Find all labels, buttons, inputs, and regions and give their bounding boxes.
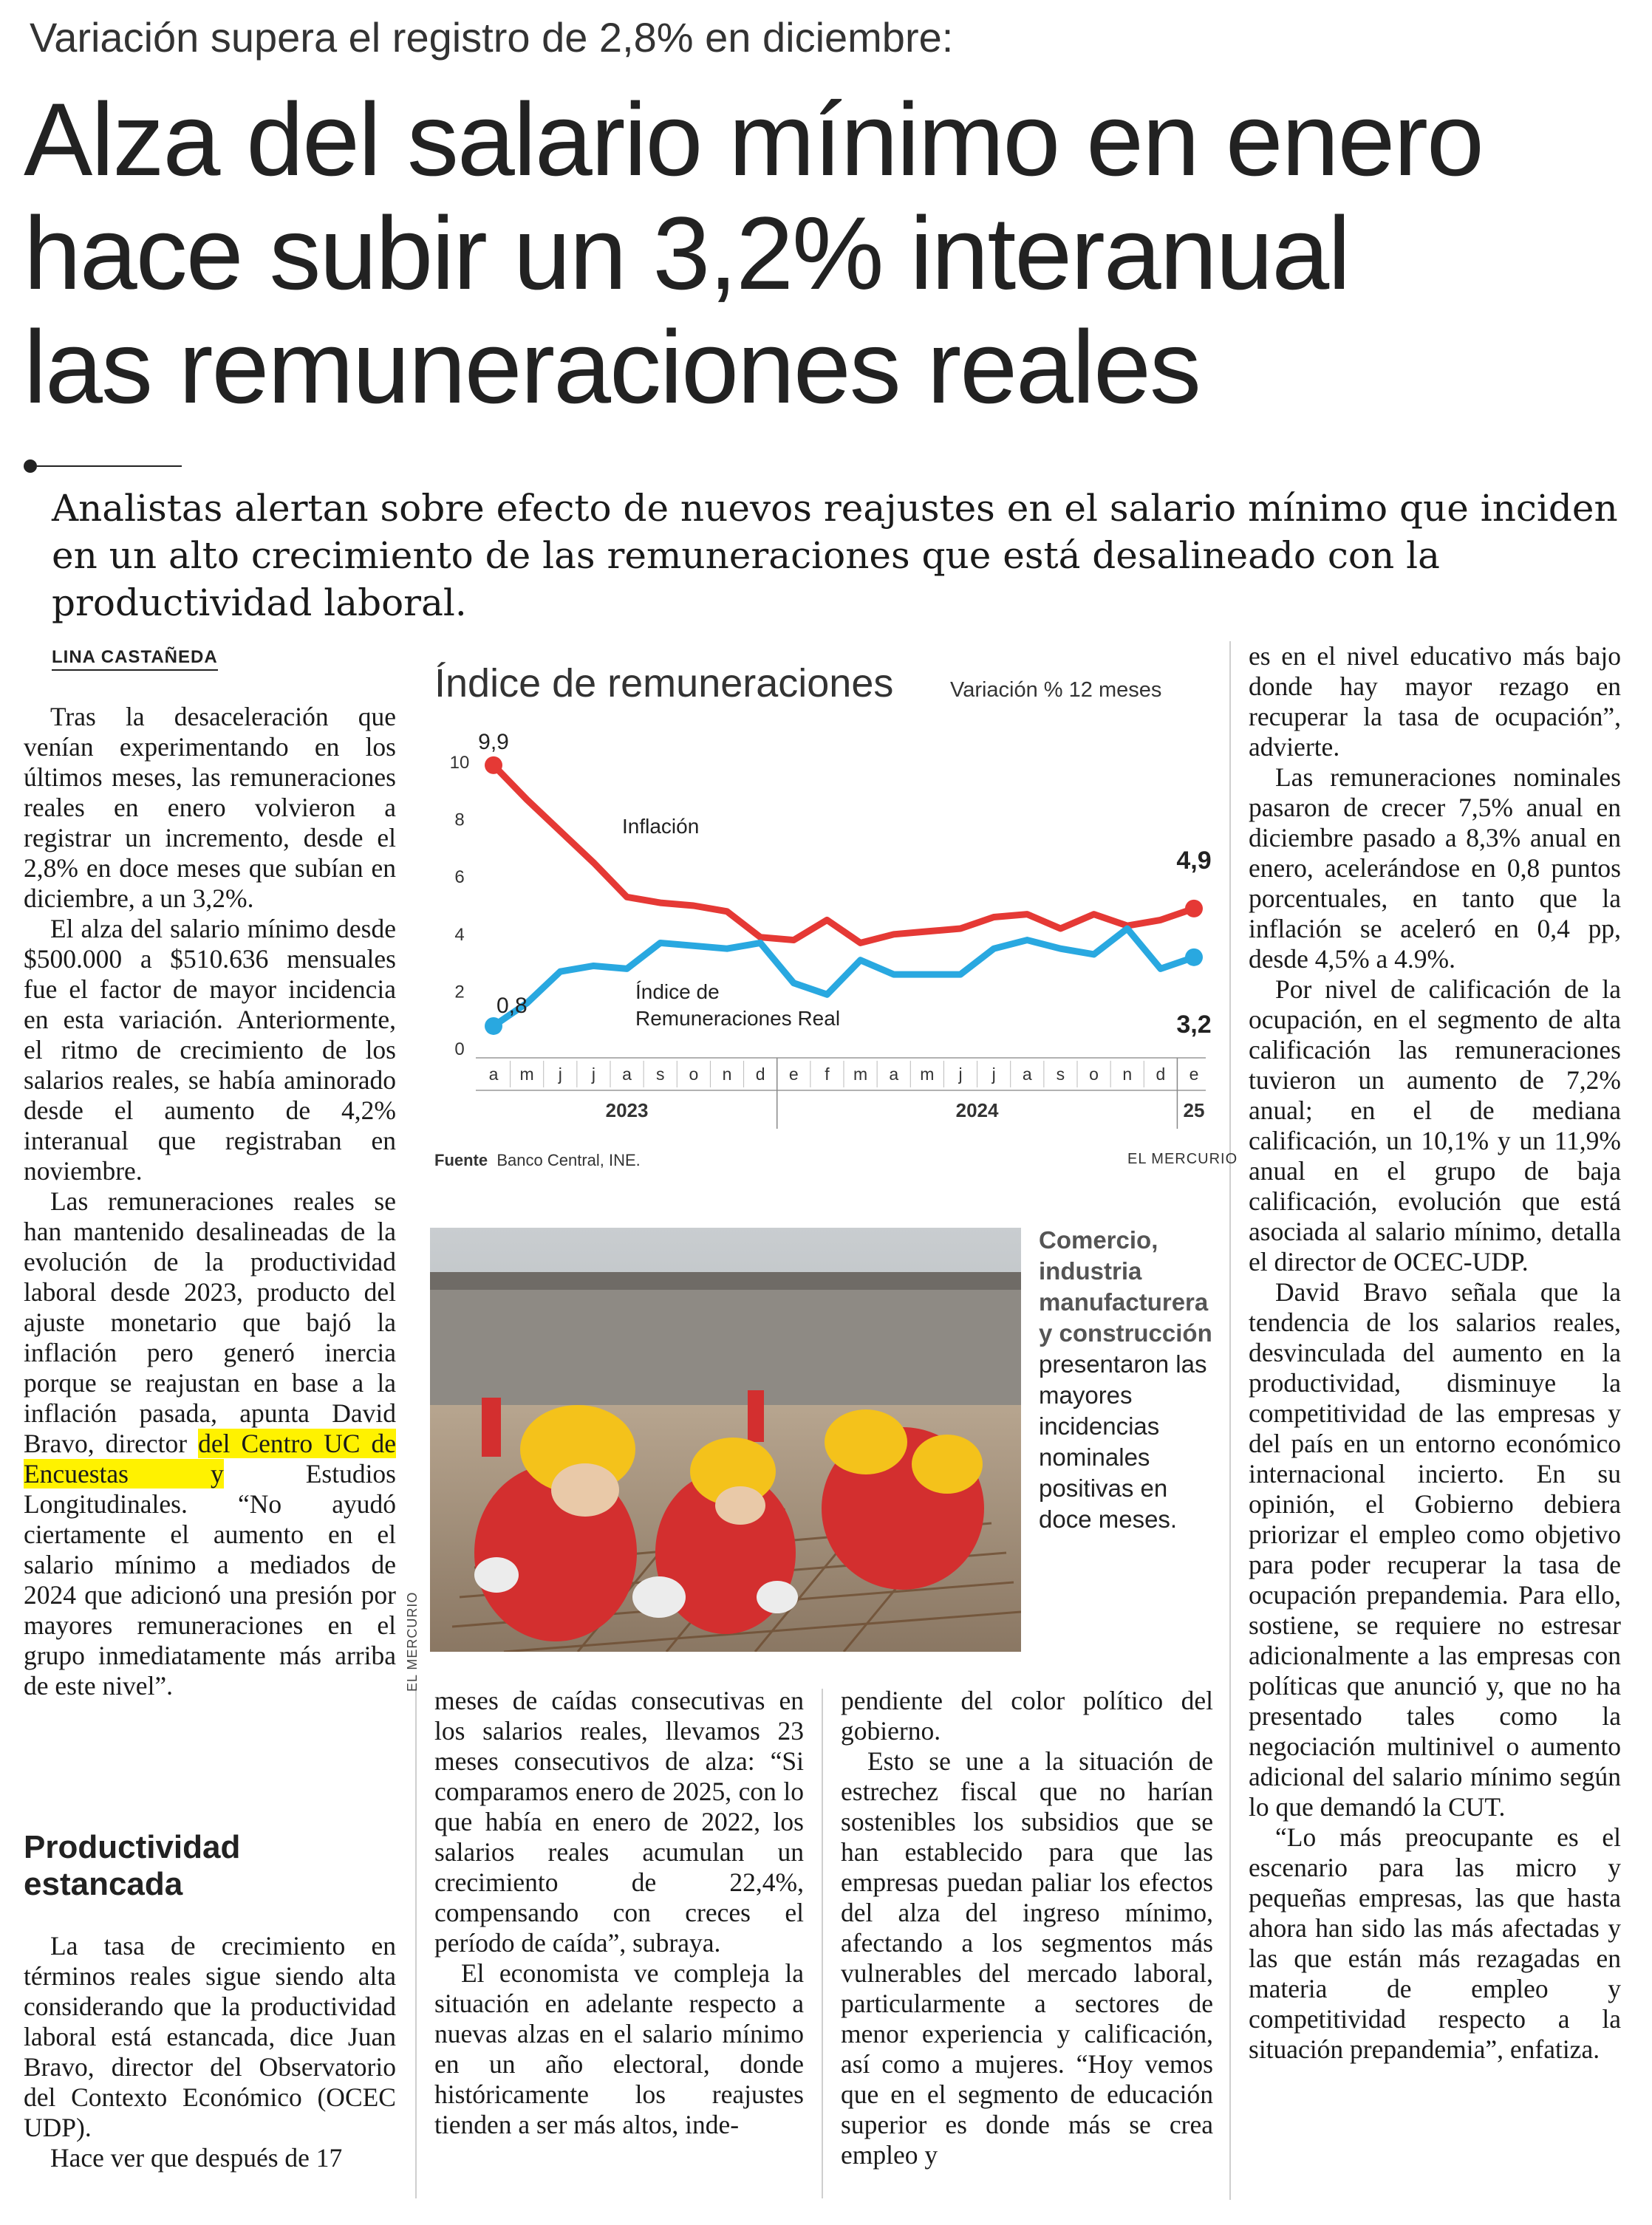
- headline: [24, 83, 1634, 424]
- x-tick-label: a: [488, 1064, 499, 1084]
- data-label: 4,9: [1176, 846, 1212, 875]
- paragraph: Hace ver que después de 17: [50, 2143, 343, 2173]
- x-tick-label: a: [622, 1064, 632, 1084]
- x-tick-label: j: [558, 1064, 562, 1084]
- x-tick-label: m: [853, 1064, 868, 1084]
- headline-line-2: hace subir un 3,2% interanual: [24, 195, 1350, 311]
- paragraph: es en el nivel educativo más bajo donde hay mayor rezago en recuperar la tasa de ocupación”, advierte.: [1249, 641, 1621, 762]
- paragraph: [24, 1186, 396, 1701]
- x-tick-label: j: [958, 1064, 963, 1084]
- byline: LINA CASTAÑEDA: [52, 647, 218, 671]
- article-column-3: [841, 1686, 1213, 2170]
- real-wages-line: [494, 929, 1194, 1026]
- caption-text: presentaron las mayores incidencias nominales positivas en doce meses.: [1039, 1350, 1207, 1533]
- text-run: Estudios Longitudinales. “No ayudó ciertamente el aumento en el salario mínimo a mediados de 2024 que adicionó una presión por mayores remuneraciones en el grupo inmediatamente más arriba de este nivel”.: [24, 1459, 396, 1701]
- article-column-4: [1249, 641, 1621, 2065]
- paragraph: meses de caídas consecutivas en los salarios reales, llevamos 23 meses consecutivos de alza: “Si comparamos enero de 2025, con lo que había en enero de 2022, los salarios reales acumulan un crecimiento de 22,4%, compensando con creces el período de caída”, subraya.: [434, 1686, 804, 1958]
- article-column-2: [434, 1686, 804, 2140]
- y-tick-label: 10: [449, 753, 470, 773]
- x-tick-label: j: [991, 1064, 996, 1084]
- headline-line-3: las remuneraciones reales: [24, 309, 1200, 425]
- article-column-1-continued: [24, 1931, 396, 2173]
- paragraph: Las remuneraciones nominales pasaron de crecer 7,5% anual en diciembre pasado a 8,3% anual en enero, acelerándose en 0,8 puntos porcentuales, en tanto que la inflación se aceleró en 0,4 pp, desde 4,5% a 4.9%.: [1249, 762, 1621, 974]
- chart-title: Índice de remuneraciones: [434, 661, 894, 705]
- x-tick-label: f: [825, 1064, 830, 1084]
- paragraph: La tasa de crecimiento en términos reales sigue siendo alta considerando que la productividad laboral está estancada, dice Juan Bravo, director del Observatorio del Contexto Económico (OCEC UDP).: [24, 1931, 396, 2142]
- inflation-point: [1185, 900, 1203, 917]
- x-tick-label: o: [689, 1064, 699, 1084]
- data-label: 3,2: [1176, 1010, 1212, 1039]
- paragraph: Por nivel de calificación de la ocupación, en el segmento de alta calificación las remuneraciones tuvieron un aumento de 7,2% anual; en el de mediana calificación, un 10,1% y un 11,9% anual en el grupo de baja calificación, evolución que está asociada al salario mínimo, detalla el director de OCEC-UDP.: [1249, 974, 1621, 1276]
- subhead: Productividad estancada: [24, 1829, 241, 1902]
- highlighted-text: del Centro UC de Encuestas y: [24, 1429, 397, 1489]
- x-tick-label: s: [655, 1064, 665, 1084]
- y-tick-label: 2: [454, 982, 465, 1002]
- paragraph: pendiente del color político del gobierno.: [841, 1686, 1213, 1746]
- photo-caption: [1039, 1225, 1213, 1535]
- rule-line: [37, 465, 182, 467]
- x-tick-label: j: [591, 1064, 595, 1084]
- article-column-1: [24, 702, 396, 1701]
- data-label: 0,8: [496, 993, 528, 1018]
- caption-lead: Comercio, industria manufacturera y construcción: [1039, 1226, 1212, 1347]
- year-label: 2024: [955, 1099, 999, 1121]
- x-tick-label: n: [1122, 1064, 1133, 1084]
- paragraph: El economista ve compleja la situación en adelante respecto a nuevas alzas en el salario mínimo en un año electoral, donde históricamente los reajustes tienden a ser más altos, inde-: [434, 1958, 804, 2139]
- series-label-real: Índice de: [635, 980, 720, 1003]
- x-tick-label: d: [755, 1064, 765, 1084]
- y-tick-label: 4: [454, 924, 465, 945]
- line-chart: [430, 702, 1213, 1145]
- paragraph: Esto se une a la situación de estrechez fiscal que no harían sostenibles los subsidios que se han establecido para que las empresas puedan paliar los efectos del alza del ingreso mínimo, afectando a los segmentos más vulnerables del mercado laboral, particularmente a sectores de menor experiencia y calificación, así como a mujeres. “Hoy vemos que en el segmento de educación superior es donde más se crea empleo y: [841, 1746, 1213, 2170]
- column-separator: [415, 1689, 417, 2198]
- series-label-real: Remuneraciones Real: [635, 1007, 841, 1030]
- chart-source-text: Banco Central, INE.: [496, 1151, 641, 1169]
- kicker: Variación supera el registro de 2,8% en diciembre:: [30, 14, 954, 61]
- inflation-line: [494, 765, 1194, 943]
- x-tick-label: a: [889, 1064, 899, 1084]
- text-run: Las remuneraciones reales se han mantenido desalineadas de la evolución de la productividad laboral desde 2023, producto del ajuste monetario que bajó la inflación pero generó inercia porque se reajustan en base a la inflación pasada, apunta David Bravo, director: [24, 1186, 396, 1458]
- column-separator: [822, 1689, 823, 2198]
- paragraph: David Bravo señala que la tendencia de los salarios reales, desvinculada del aumento en la productividad, disminuye la competitividad de las empresas y del país en un entorno económico internacional incierto. En su opinión, el Gobierno debiera priorizar el empleo como objetivo para poder recuperar la tasa de ocupación prepandemia. Para ello, sostiene, se requiere no estresar adicionalmente a las empresas con políticas que anunció y, que no ha presentado tales como la negociación multinivel o aumento adicional del salario mínimo según lo que demandó la CUT.: [1249, 1277, 1621, 1822]
- x-tick-label: o: [1089, 1064, 1099, 1084]
- rule-dot: [24, 459, 37, 473]
- headline-line-1: Alza del salario mínimo en enero: [24, 81, 1483, 197]
- photo-credit: EL MERCURIO: [405, 1591, 420, 1692]
- y-tick-label: 8: [454, 810, 465, 830]
- chart-publisher: EL MERCURIO: [1127, 1151, 1238, 1167]
- year-label: 2023: [605, 1099, 649, 1121]
- construction-workers-photo: [430, 1228, 1021, 1652]
- chart-source-label: Fuente: [434, 1151, 488, 1169]
- x-tick-label: e: [1189, 1064, 1199, 1084]
- chart-subtitle: Variación % 12 meses: [950, 678, 1162, 702]
- x-tick-label: a: [1022, 1064, 1032, 1084]
- paragraph: “Lo más preocupante es el escenario para las micro y pequeñas empresas, las que hasta ahora han sido las más afectadas y las que están más rezagadas en materia de empleo y competitividad respecto a la situación prepandemia”, enfatiza.: [1249, 1822, 1621, 2064]
- deck: Analistas alertan sobre efecto de nuevos reajustes en el salario mínimo que inciden en un alto crecimiento de las remuneraciones que está desalineado con la productividad laboral.: [52, 487, 1618, 624]
- x-tick-label: m: [519, 1064, 534, 1084]
- inflation-point: [485, 756, 502, 774]
- real-wages-point: [1185, 949, 1203, 966]
- data-label: 9,9: [478, 729, 509, 754]
- year-label: 25: [1183, 1099, 1205, 1121]
- x-tick-label: e: [788, 1064, 799, 1084]
- x-tick-label: m: [920, 1064, 935, 1084]
- x-tick-label: s: [1056, 1064, 1065, 1084]
- y-tick-label: 6: [454, 867, 465, 888]
- paragraph: Tras la desaceleración que venían experimentando en los últimos meses, las remuneraciones reales en enero volvieron a registrar un incremento, desde el 2,8% en doce meses que subían en diciembre, a un 3,2%.: [24, 702, 396, 913]
- paragraph: El alza del salario mínimo desde $500.000 a $510.636 mensuales fue el factor de mayor incidencia en esta variación. Anteriormente, el ritmo de crecimiento de los salarios reales, se había aminorado desde el aumento de 4,2% interanual que registraban en noviembre.: [24, 914, 396, 1186]
- series-label-inflation: Inflación: [622, 815, 700, 838]
- column-separator: [1229, 641, 1231, 2200]
- x-tick-label: n: [722, 1064, 732, 1084]
- x-tick-label: d: [1156, 1064, 1166, 1084]
- chart-source: [434, 1151, 641, 1170]
- real-wages-point: [485, 1017, 502, 1035]
- y-tick-label: 0: [454, 1039, 465, 1059]
